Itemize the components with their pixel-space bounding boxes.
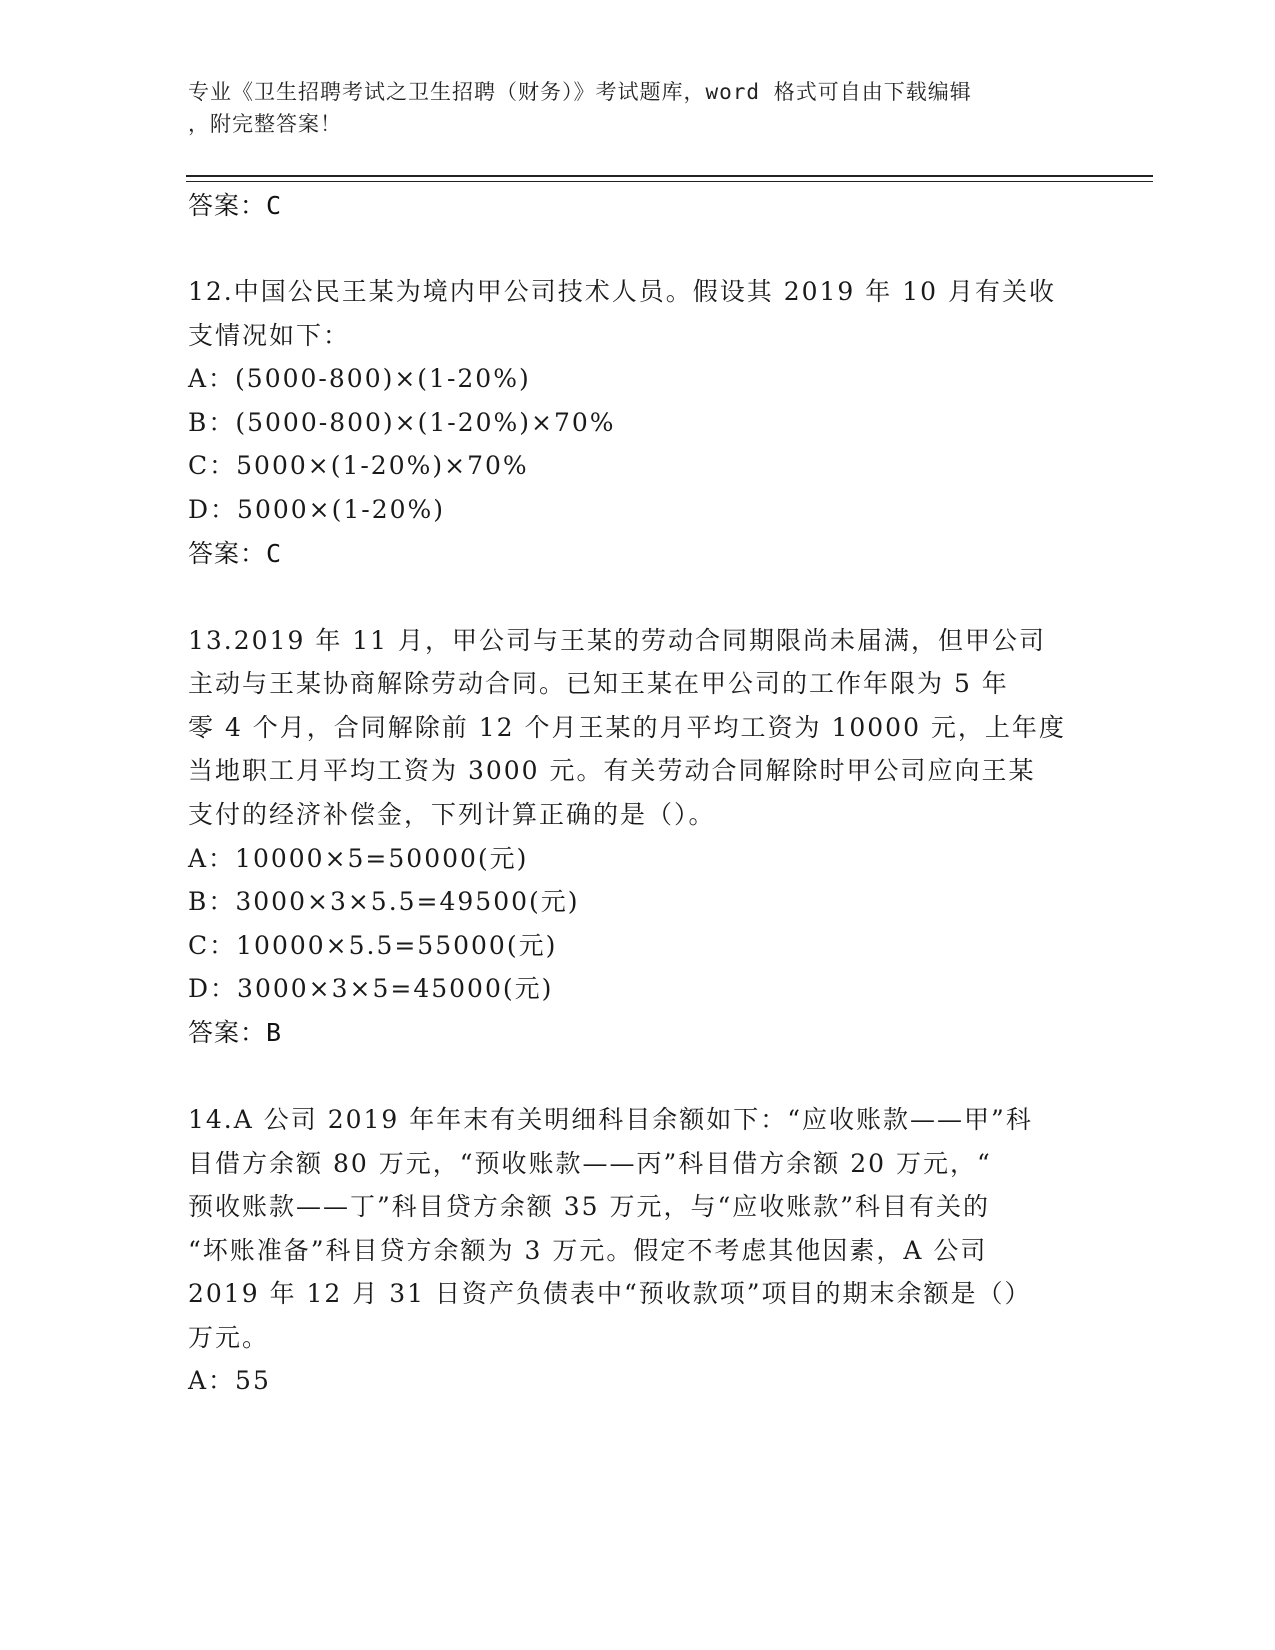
q14-option-a: A：55: [188, 1366, 271, 1395]
q14-stem-line-1: 14.A 公司 2019 年年末有关明细科目余额如下：“应收账款——甲”科: [188, 1105, 1033, 1134]
q14-stem-line-2: 目借方余额 80 万元，“预收账款——丙”科目借方余额 20 万元，“: [188, 1149, 992, 1178]
q14-stem-line-3: 预收账款——丁”科目贷方余额 35 万元，与“应收账款”科目有关的: [188, 1192, 991, 1221]
q13-answer: 答案：B: [188, 1018, 283, 1047]
q13-option-b: B：3000×3×5.5=49500(元): [188, 887, 580, 916]
q12-option-a: A：(5000-800)×(1-20%): [188, 364, 531, 393]
q13-option-a: A：10000×5=50000(元): [188, 844, 529, 873]
answer-previous: 答案：C: [188, 191, 283, 220]
q12-stem-line-1: 12.中国公民王某为境内甲公司技术人员。假设其 2019 年 10 月有关收: [188, 277, 1056, 306]
q12-option-c: C：5000×(1-20%)×70%: [188, 451, 529, 480]
q14-stem-line-4: “坏账准备”科目贷方余额为 3 万元。假定不考虑其他因素，A 公司: [188, 1236, 988, 1265]
q13-stem-line-1: 13.2019 年 11 月，甲公司与王某的劳动合同期限尚未届满，但甲公司: [188, 626, 1047, 655]
header-rule-thick: [186, 175, 1153, 177]
q12-stem-line-2: 支情况如下：: [188, 321, 351, 350]
q13-stem-line-4: 当地职工月平均工资为 3000 元。有关劳动合同解除时甲公司应向王某: [188, 756, 1036, 785]
document-header: [188, 76, 1088, 140]
q12-answer: 答案：C: [188, 539, 283, 568]
q13-stem-line-5: 支付的经济补偿金，下列计算正确的是（）。: [188, 800, 716, 829]
q12-option-d: D：5000×(1-20%): [188, 495, 446, 524]
q13-option-c: C：10000×5.5=55000(元): [188, 931, 558, 960]
q13-stem-line-3: 零 4 个月，合同解除前 12 个月王某的月平均工资为 10000 元，上年度: [188, 713, 1066, 742]
header-line-2: ，附完整答案！: [188, 112, 342, 136]
q12-option-b: B：(5000-800)×(1-20%)×70%: [188, 408, 616, 437]
header-line-1: 专业《卫生招聘考试之卫生招聘（财务）》考试题库，word 格式可自由下载编辑: [188, 80, 972, 104]
header-rule-thin: [186, 181, 1153, 182]
q13-option-d: D：3000×3×5=45000(元): [188, 974, 554, 1003]
q14-stem-line-5: 2019 年 12 月 31 日资产负债表中“预收款项”项目的期末余额是（）: [188, 1279, 1032, 1308]
q14-stem-line-6: 万元。: [188, 1323, 270, 1352]
q13-stem-line-2: 主动与王某协商解除劳动合同。已知王某在甲公司的工作年限为 5 年: [188, 669, 1009, 698]
